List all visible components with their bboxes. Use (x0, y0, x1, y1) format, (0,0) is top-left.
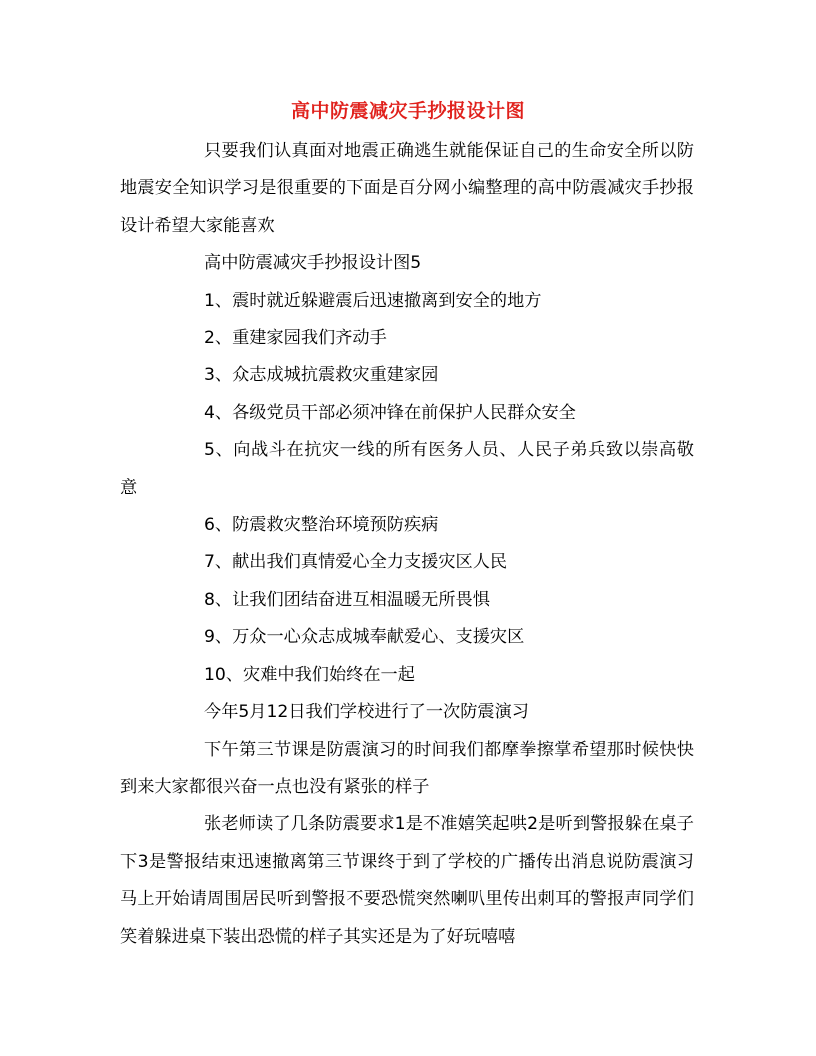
slogan-item-3: 3、众志成城抗震救灾重建家园 (204, 365, 439, 386)
slogan-item-10: 10、灾难中我们始终在一起 (204, 664, 415, 685)
drill-afternoon-paragraph: 下午第三节课是防震演习的时间我们都摩拳擦掌希望那时候快快到来大家都很兴奋一点也没有紧张的样子 (120, 739, 694, 797)
slogan-item-5: 5、向战斗在抗灾一线的所有医务人员、人民子弟兵致以崇高敬意 (120, 440, 694, 498)
slogan-item-1: 1、震时就近躲避震后迅速撤离到安全的地方 (204, 290, 542, 311)
intro-paragraph: 只要我们认真面对地震正确逃生就能保证自己的生命安全所以防地震安全知识学习是很重要的下面是百分网小编整理的高中防震减灾手抄报设计希望大家能喜欢 (120, 141, 694, 236)
document-title: 高中防震减灾手抄报设计图 (290, 100, 525, 122)
slogan-item-4: 4、各级党员干部必须冲锋在前保护人民群众安全 (204, 402, 576, 423)
slogan-item-6: 6、防震救灾整治环境预防疾病 (204, 515, 439, 536)
drill-intro-paragraph: 今年5月12日我们学校进行了一次防震演习 (204, 702, 529, 723)
section-heading: 高中防震减灾手抄报设计图5 (204, 253, 422, 274)
slogan-item-7: 7、献出我们真情爱心全力支援灾区人民 (204, 552, 508, 573)
slogan-item-2: 2、重建家园我们齐动手 (204, 328, 387, 349)
document-body (120, 133, 694, 956)
slogan-item-9: 9、万众一心众志成城奉献爱心、支援灾区 (204, 627, 525, 648)
drill-teacher-paragraph: 张老师读了几条防震要求1是不准嬉笑起哄2是听到警报躲在桌子下3是警报结束迅速撤离第三节课终于到了学校的广播传出消息说防震演习马上开始请周围居民听到警报不要恐慌突然喇叭里传出刺耳的警报声同学们笑着躲进桌下装出恐慌的样子其实还是为了好玩嘻嘻 (120, 814, 694, 947)
slogan-item-8: 8、让我们团结奋进互相温暖无所畏惧 (204, 589, 490, 610)
